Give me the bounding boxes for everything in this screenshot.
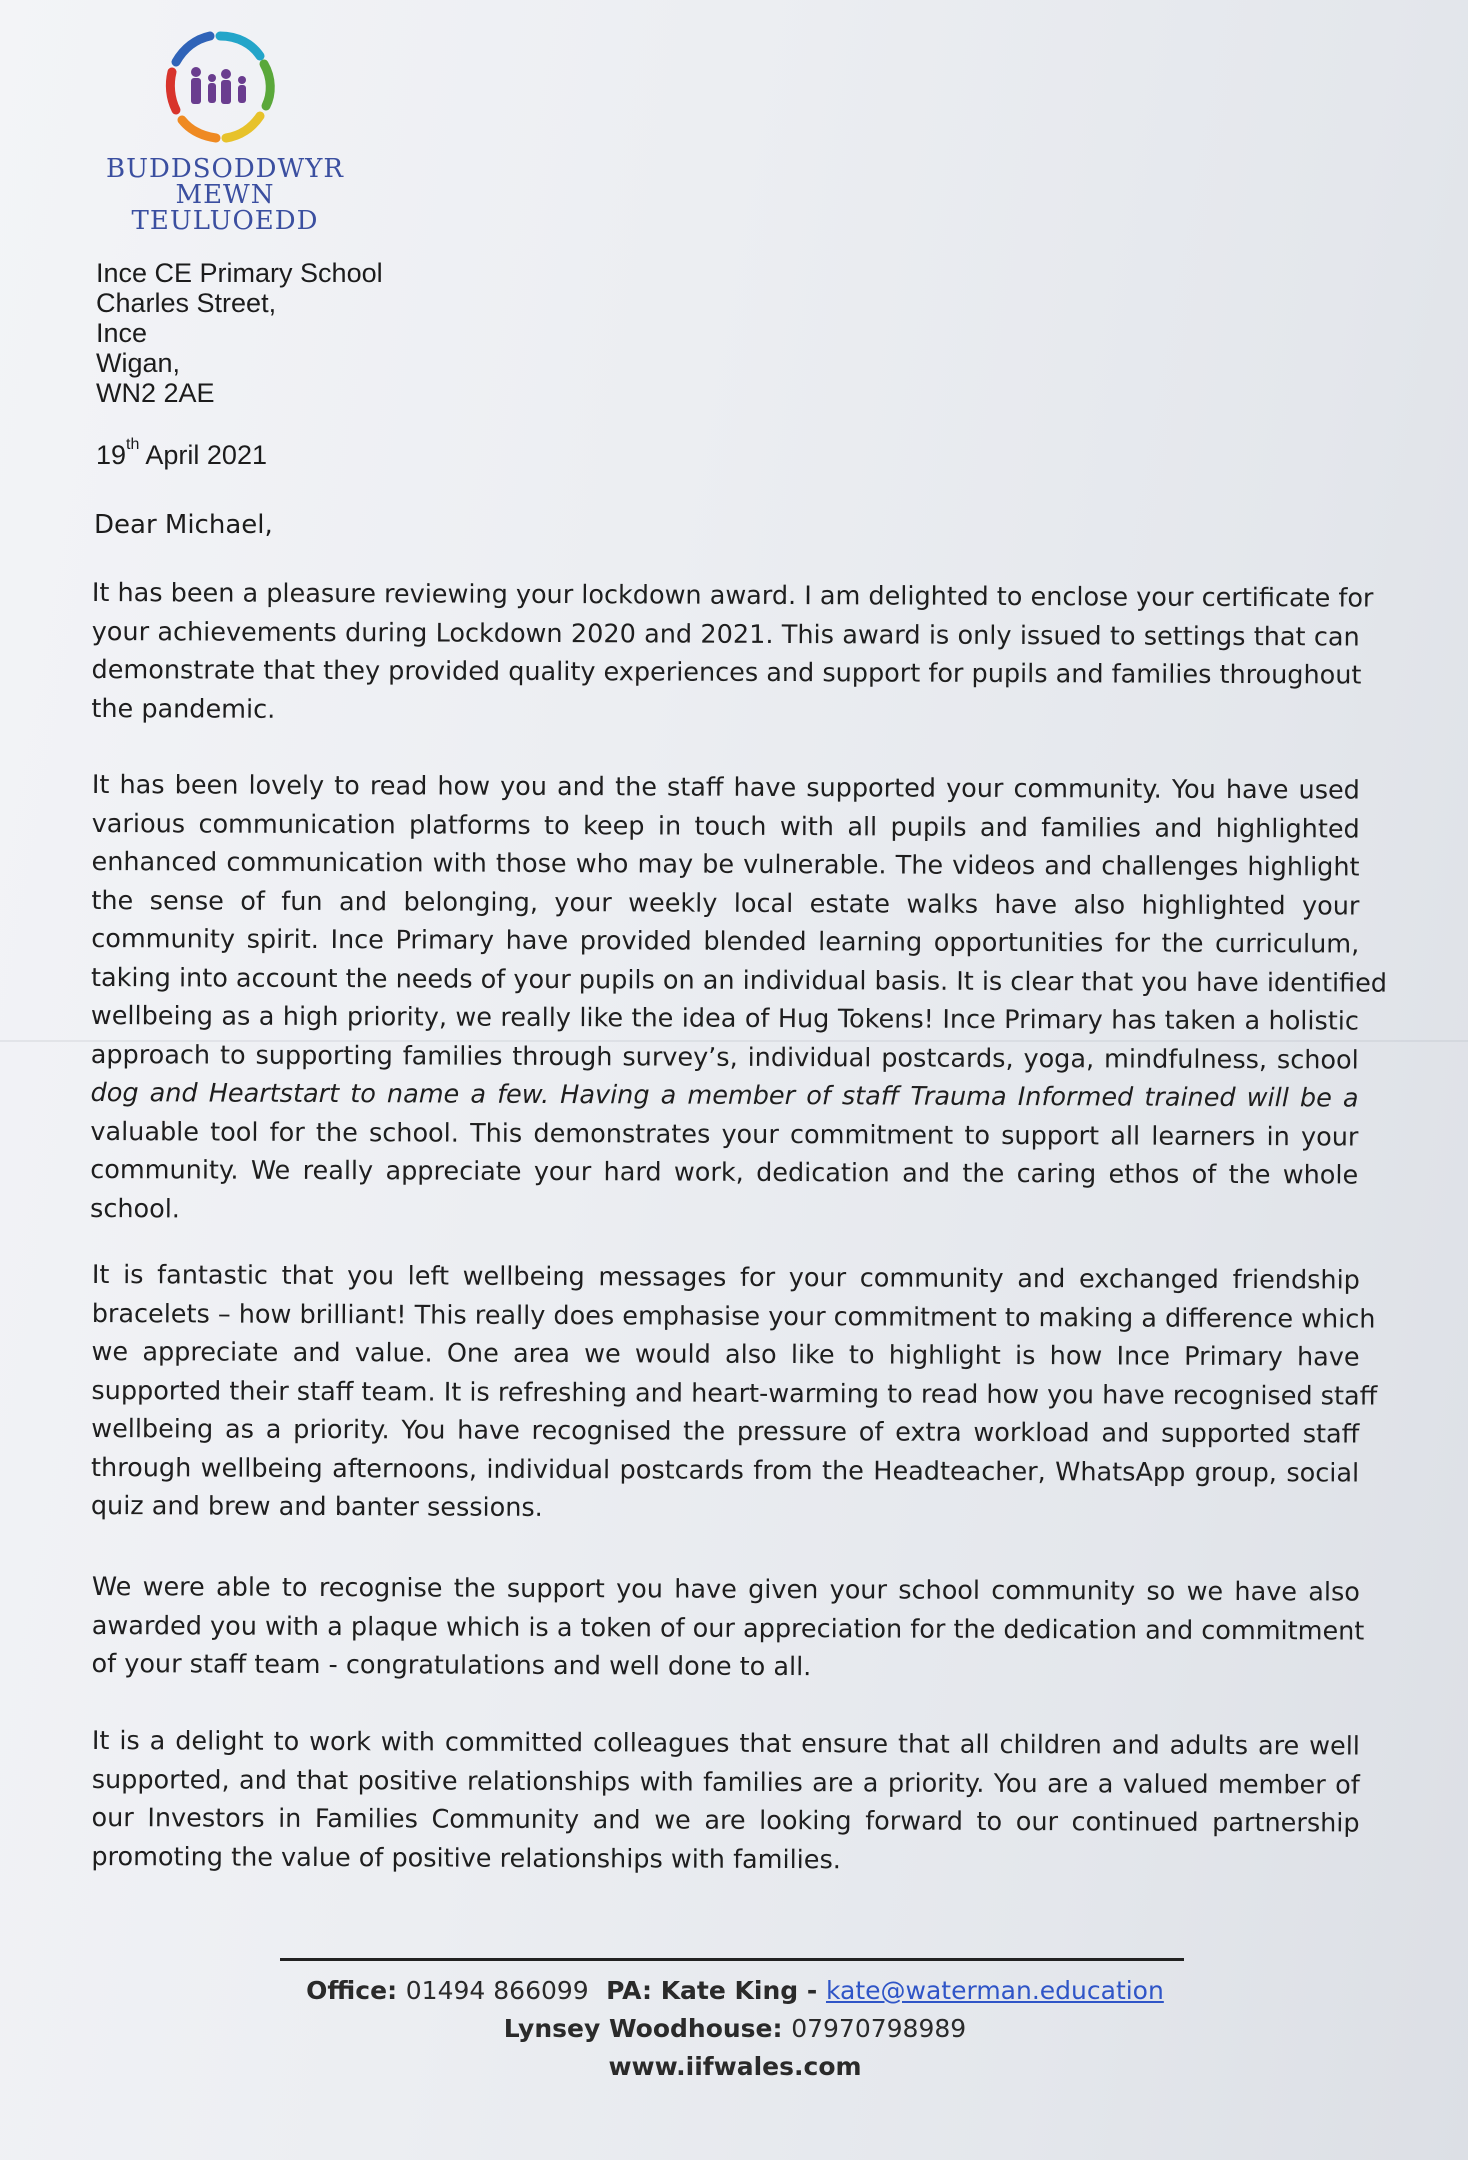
body-paragraph-1 (91, 574, 1374, 734)
body-paragraph-3 (90, 1256, 1378, 1531)
pa-label: PA: (606, 1976, 652, 2005)
paragraph-line: enhanced communication with those who may be vulnerable. The videos and challenges highlight (91, 846, 1360, 883)
paragraph-line: the pandemic. (91, 693, 276, 725)
footer-contact-row (230, 2010, 1240, 2048)
pa-email-link[interactable]: kate@waterman.education (825, 1976, 1164, 2005)
paragraph-line: community spirit. Ince Primary have provided blended learning opportunities for the curriculum, (91, 923, 1360, 960)
footer-website[interactable]: www.iifwales.com (608, 2052, 862, 2081)
organisation-name-line2: MEWN TEULUOEDD (131, 180, 319, 236)
paragraph-line: through wellbeing afternoons, individual postcards from the Headteacher, WhatsApp group, social (91, 1452, 1360, 1489)
paragraph-line: community. We really appreciate your hard work, dedication and the caring ethos of the whole (90, 1154, 1359, 1191)
contact-label: Lynsey Woodhouse: (503, 2014, 783, 2043)
paragraph-line: taking into account the needs of your pupils on an individual basis. It is clear that you have identified (91, 962, 1388, 999)
footer-divider (280, 1958, 1184, 1961)
family-circle-icon (160, 28, 280, 148)
organisation-name-line1: BUDDSODDWYR (106, 154, 344, 184)
contact-phone: 07970798989 (791, 2014, 967, 2043)
organisation-name (80, 156, 370, 234)
date-suffix: th (126, 436, 140, 453)
paragraph-line: It is fantastic that you left wellbeing messages for your community and exchanged friendship (91, 1260, 1360, 1296)
paragraph-line: approach to supporting families through survey’s, individual postcards, yoga, mindfulness, school (90, 1039, 1359, 1076)
paragraph-line: It is a delight to work with committed colleagues that ensure that all children and adults are well (91, 1726, 1360, 1762)
office-label: Office: (306, 1976, 398, 2005)
paragraph-line: various communication platforms to keep in touch with all pupils and families and highlighted (91, 808, 1360, 845)
recipient-address (96, 258, 383, 408)
paragraph-line: supported their staff team. It is refreshing and heart-warming to read how you have recognised staff (91, 1375, 1378, 1412)
pa-name: Kate King - (660, 1976, 818, 2005)
address-line: Ince (96, 318, 148, 348)
address-line: WN2 2AE (96, 378, 215, 408)
paragraph-line: valuable tool for the school. This demonstrates your commitment to support all learners in your (90, 1116, 1359, 1153)
paragraph-line: It has been a pleasure reviewing your lockdown award. I am delighted to enclose your certificate for (91, 577, 1374, 614)
body-paragraph-4 (91, 1568, 1365, 1689)
date-rest: April 2021 (139, 440, 267, 470)
letter-date (96, 436, 267, 471)
paragraph-line: your achievements during Lockdown 2020 and 2021. This award is only issued to settings that can (91, 616, 1360, 653)
date-day: 19 (96, 440, 127, 470)
address-line: Ince CE Primary School (96, 258, 383, 288)
footer-contact (230, 1972, 1240, 2086)
paragraph-line: bracelets – how brilliant! This really does emphasise your commitment to making a difference which (91, 1298, 1376, 1335)
paragraph-line: promoting the value of positive relationships with families. (91, 1841, 841, 1875)
paragraph-line: wellbeing as a high priority, we really like the idea of Hug Tokens! Ince Primary has taken a holistic (90, 1000, 1359, 1037)
paragraph-line: we appreciate and value. One area we would also like to highlight is how Ince Primary have (91, 1336, 1360, 1373)
address-line: Wigan, (96, 348, 181, 378)
office-phone: 01494 866099 (405, 1976, 589, 2005)
paragraph-line: supported, and that positive relationships with families are a priority. You are a valued member of (91, 1764, 1360, 1801)
paragraph-line: school. (90, 1193, 181, 1224)
address-line: Charles Street, (96, 288, 277, 318)
salutation: Dear Michael, (94, 510, 273, 540)
paragraph-line: It has been lovely to read how you and the staff have supported your community. You have used (91, 769, 1360, 806)
paragraph-line: the sense of fun and belonging, your weekly local estate walks have also highlighted your (91, 885, 1360, 922)
paragraph-line: awarded you with a plaque which is a token of our appreciation for the dedication and commitment (91, 1610, 1365, 1647)
paragraph-line: our Investors in Families Community and we are looking forward to our continued partnership (91, 1802, 1360, 1839)
paragraph-line: demonstrate that they provided quality experiences and support for pupils and families throughout (91, 654, 1362, 691)
paragraph-line: dog and Heartstart to name a few. Having a member of staff Trauma Informed trained will be a (90, 1077, 1359, 1114)
body-paragraph-2 (90, 766, 1388, 1234)
paragraph-line: wellbeing as a priority. You have recognised the pressure of extra workload and supported staff (91, 1413, 1360, 1450)
footer-office-row (230, 1972, 1240, 2010)
paragraph-line: quiz and brew and banter sessions. (90, 1490, 543, 1523)
paragraph-line: We were able to recognise the support you have given your school community so we have also (91, 1572, 1360, 1608)
paragraph-line: of your staff team - congratulations and well done to all. (91, 1648, 812, 1683)
body-paragraph-5 (91, 1722, 1360, 1882)
